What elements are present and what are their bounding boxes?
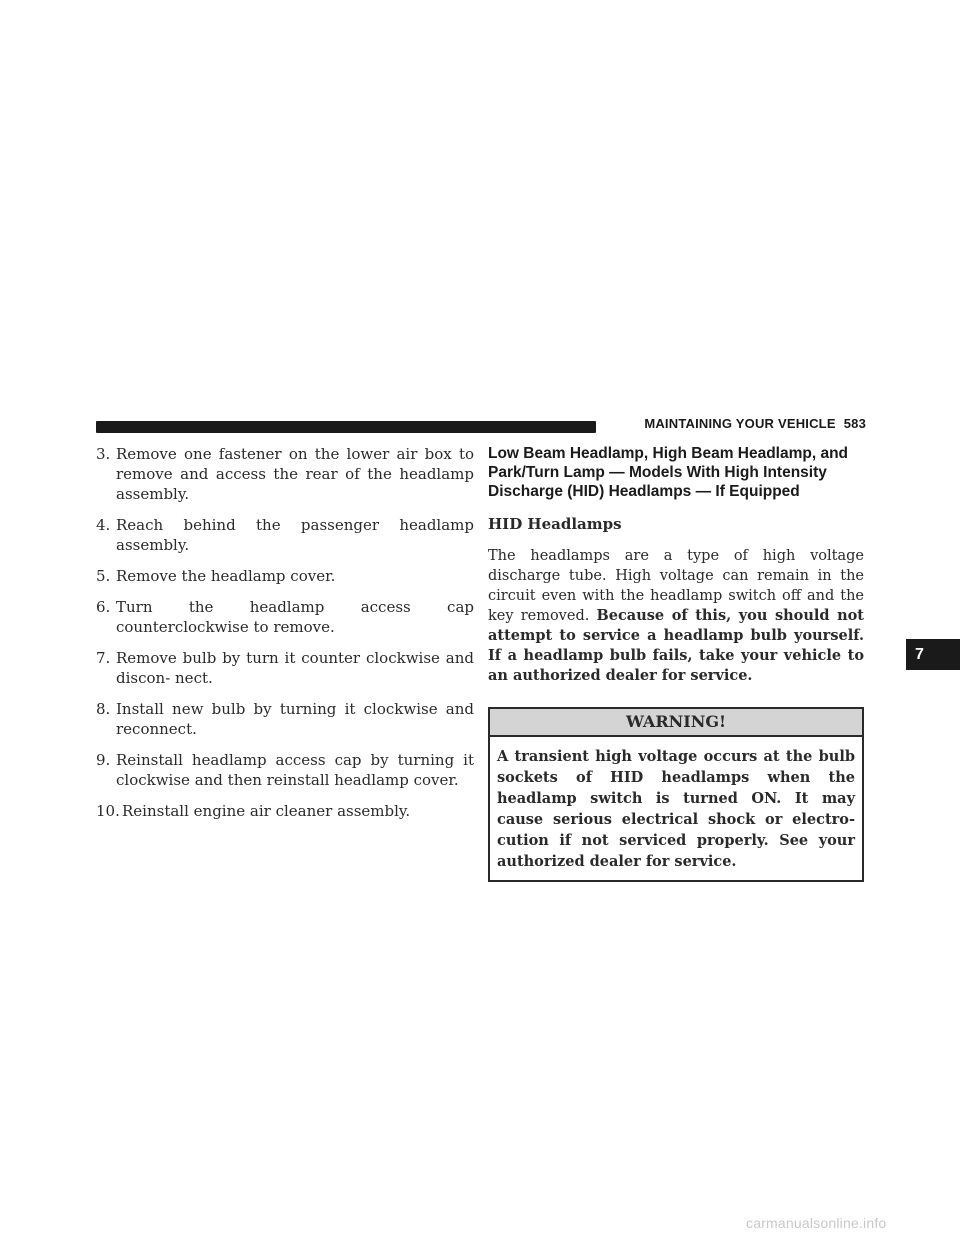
section-heading: Low Beam Headlamp, High Beam Headlamp, and Park/Turn Lamp — Models With High Intensity Discharge (HID) Headlamps — If Equipped xyxy=(488,445,849,500)
step-number: 3. xyxy=(96,445,111,463)
step-item xyxy=(96,648,474,688)
step-item xyxy=(96,444,474,504)
step-text: Remove bulb by turn it counter clockwise and discon- nect. xyxy=(116,649,474,687)
step-item xyxy=(96,597,474,637)
step-text: Install new bulb by turning it clockwise and reconnect. xyxy=(116,700,474,738)
watermark: carmanualsonline.info xyxy=(746,1215,887,1231)
step-text: Reach behind the passenger headlamp assembly. xyxy=(116,516,474,554)
body-bold-text: Because of this, you should not attempt to service a headlamp bulb yourself. If a headlamp bulb fails, take your vehicle to an authorized dealer for service. xyxy=(488,607,864,684)
subsection-heading: HID Headlamps xyxy=(488,515,622,533)
step-number: 6. xyxy=(96,598,111,616)
step-number: 8. xyxy=(96,700,111,718)
step-number: 10. xyxy=(96,802,120,820)
step-text: Remove one fastener on the lower air box to remove and access the rear of the headlamp assembly. xyxy=(116,445,474,503)
step-item xyxy=(96,801,474,821)
step-number: 7. xyxy=(96,649,111,667)
hid-section xyxy=(488,444,864,882)
section-title: MAINTAINING YOUR VEHICLE xyxy=(644,416,836,431)
running-header xyxy=(604,416,866,431)
step-item xyxy=(96,566,474,586)
step-number: 4. xyxy=(96,516,111,534)
procedure-steps xyxy=(96,444,474,832)
chapter-tab: 7 xyxy=(906,639,960,670)
step-item xyxy=(96,515,474,555)
step-text: Reinstall headlamp access cap by turning it clockwise and then reinstall headlamp cover. xyxy=(116,751,474,789)
body-paragraph xyxy=(488,546,864,686)
header-rule xyxy=(96,421,596,433)
warning-title: WARNING! xyxy=(490,709,862,737)
step-item xyxy=(96,699,474,739)
page-number: 583 xyxy=(843,416,866,431)
warning-box xyxy=(488,707,864,882)
step-text: Turn the headlamp access cap counterclockwise to remove. xyxy=(116,598,474,636)
step-item xyxy=(96,750,474,790)
warning-text: A transient high voltage occurs at the bulb sockets of HID headlamps when the headlamp switch is turned ON. It may cause serious electrical shock or electro- cution if not serviced properly. See your authorized dealer for service. xyxy=(497,748,855,870)
step-text: Reinstall engine air cleaner assembly. xyxy=(122,802,411,820)
step-number: 9. xyxy=(96,751,111,769)
body-regular-text: The headlamps are a type of high voltage discharge tube. High voltage can remain in the circuit even with the headlamp switch off and the key removed. xyxy=(488,548,864,624)
step-number: 5. xyxy=(96,567,111,585)
step-text: Remove the headlamp cover. xyxy=(116,567,336,585)
